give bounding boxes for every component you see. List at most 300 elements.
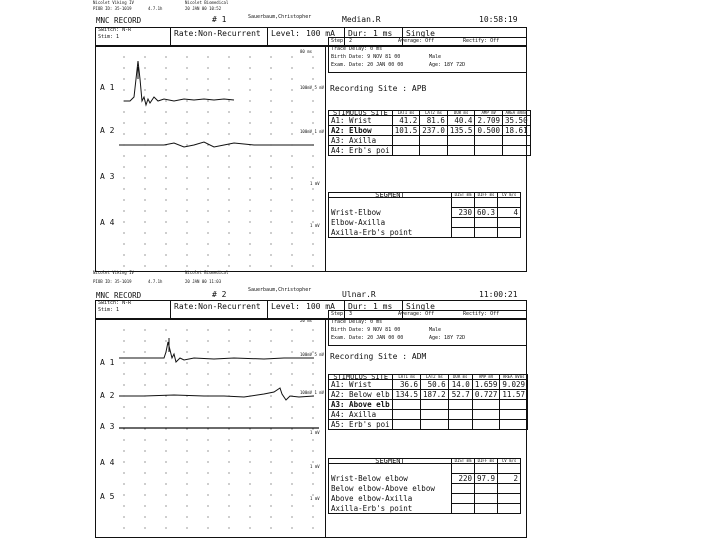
grid-dot	[312, 243, 313, 244]
grid-dot	[144, 384, 145, 385]
scale-4: 1 mV	[310, 223, 320, 228]
stim-site: A2: Below elb	[329, 390, 393, 400]
amp: 0.500	[475, 126, 503, 136]
grid-dot	[207, 177, 208, 178]
stim-site: A4: Erb's poi	[329, 146, 393, 156]
dur: 40.4	[447, 116, 475, 126]
grid-dot	[228, 67, 229, 68]
grid-dot	[186, 362, 187, 363]
birth-date: Birth Date: 9 NOV 81 00	[331, 54, 401, 60]
grid-dot	[249, 505, 250, 506]
grid-dot	[123, 516, 124, 517]
grid-dot	[312, 362, 313, 363]
col-segment: SEGMENT	[329, 459, 452, 464]
grid-dot	[186, 188, 187, 189]
grid-dot	[228, 516, 229, 517]
grid-dot	[144, 199, 145, 200]
area: 18.61	[503, 126, 531, 136]
grid-dot	[207, 111, 208, 112]
grid-dot	[186, 417, 187, 418]
grid-dot	[291, 450, 292, 451]
col-cv: CV m/s	[498, 459, 521, 464]
grid-dot	[228, 472, 229, 473]
grid-dot	[291, 221, 292, 222]
grid-dot	[270, 395, 271, 396]
dur: 14.0	[448, 380, 472, 390]
grid-dot	[249, 406, 250, 407]
waveform-plot	[114, 322, 324, 536]
grid-dot	[291, 483, 292, 484]
grid-dot	[144, 155, 145, 156]
grid-dot	[312, 210, 313, 211]
rectify: Rectify: Off	[463, 38, 500, 44]
grid-dot	[123, 265, 124, 266]
grid-dots	[123, 56, 313, 266]
version: 4.7.1h	[148, 6, 163, 11]
col-area: AREA mVms	[503, 111, 531, 116]
grid-dot	[312, 384, 313, 385]
col-lat1: LAT1 ms	[393, 375, 421, 380]
grid-dot	[165, 111, 166, 112]
grid-dot	[144, 89, 145, 90]
channel-label-1: A 1	[100, 83, 115, 92]
grid-dot	[207, 384, 208, 385]
grid-dot	[207, 417, 208, 418]
grid-dot	[228, 254, 229, 255]
nerve-name: Ulnar.R	[342, 290, 376, 299]
grid-dot	[165, 329, 166, 330]
grid-dot	[207, 232, 208, 233]
grid-dot	[123, 210, 124, 211]
grid-dot	[207, 122, 208, 123]
grid-dot	[144, 450, 145, 451]
segment-name: Above elbow-Axilla	[329, 494, 452, 504]
grid-dot	[249, 232, 250, 233]
channel-label-1: A 1	[100, 358, 115, 367]
grid-dot	[270, 89, 271, 90]
age: Age: 18Y 72D	[429, 335, 466, 341]
grid-dot	[207, 362, 208, 363]
grid-dot	[228, 461, 229, 462]
stimulus-table	[328, 110, 531, 156]
grid-dot	[207, 243, 208, 244]
area: 11.57	[500, 390, 528, 400]
grid-dot	[270, 100, 271, 101]
grid-dot	[228, 450, 229, 451]
grid-dot	[228, 265, 229, 266]
grid-dot	[165, 210, 166, 211]
grid-dot	[186, 199, 187, 200]
col-amp: AMP mV	[472, 375, 500, 380]
grid-dot	[270, 243, 271, 244]
grid-dot	[249, 362, 250, 363]
grid-dot	[165, 417, 166, 418]
dur-value: 1 ms	[373, 302, 393, 311]
grid-dot	[165, 265, 166, 266]
switch-setting: Switch: N-R	[98, 27, 132, 33]
lat1: 134.5	[393, 390, 421, 400]
stim-site: A4: Axilla	[329, 410, 393, 420]
level-value: 100 mA	[306, 29, 335, 38]
grid-dot	[207, 340, 208, 341]
grid-dot	[228, 439, 229, 440]
segment-name: Wrist-Elbow	[329, 208, 452, 218]
stimulus-table	[328, 374, 528, 430]
grid-dot	[270, 329, 271, 330]
mode-single: Single	[406, 302, 435, 311]
col-lat2: LAT2 ms	[421, 375, 449, 380]
grid-dot	[144, 362, 145, 363]
grid-dot	[186, 111, 187, 112]
grid-dot	[249, 483, 250, 484]
grid-dot	[144, 265, 145, 266]
grid-dot	[270, 373, 271, 374]
grid-dot	[207, 406, 208, 407]
grid-dot	[207, 188, 208, 189]
step: Step: 3	[331, 311, 353, 317]
grid-dot	[312, 406, 313, 407]
grid-dot	[291, 67, 292, 68]
grid-dot	[312, 439, 313, 440]
grid-dot	[123, 254, 124, 255]
grid-dot	[270, 450, 271, 451]
grid-dot	[144, 67, 145, 68]
grid-dot	[165, 483, 166, 484]
col-dist: DIST mm	[452, 193, 475, 198]
grid-dot	[228, 351, 229, 352]
grid-dot	[312, 265, 313, 266]
grid-dot	[312, 199, 313, 200]
dur: 52.7	[448, 390, 472, 400]
grid-dot	[249, 417, 250, 418]
grid-dot	[291, 111, 292, 112]
grid-dot	[291, 89, 292, 90]
scale-1: 100mV 5 mV	[300, 352, 325, 357]
grid-dot	[123, 439, 124, 440]
grid-dot	[207, 210, 208, 211]
grid-dot	[228, 188, 229, 189]
grid-dot	[270, 505, 271, 506]
grid-dot	[291, 351, 292, 352]
cv: 4	[498, 208, 521, 218]
grid-dot	[165, 516, 166, 517]
grid-dot	[186, 439, 187, 440]
lat1: 101.5	[392, 126, 420, 136]
table-row	[329, 126, 531, 136]
segment-name: Elbow-Axilla	[329, 218, 452, 228]
grid-dot	[165, 166, 166, 167]
grid-dot	[228, 505, 229, 506]
dur: 135.5	[447, 126, 475, 136]
grid-dot	[123, 232, 124, 233]
stim-site: A2: Elbow	[329, 126, 393, 136]
grid-dot	[249, 450, 250, 451]
exam-date: Exam. Date: 20 JAN 00 00	[331, 62, 404, 68]
grid-dot	[165, 494, 166, 495]
grid-dot	[312, 373, 313, 374]
lat1: 41.2	[392, 116, 420, 126]
stim-site: A1: Wrist	[329, 116, 393, 126]
grid-dot	[228, 210, 229, 211]
grid-dot	[249, 221, 250, 222]
segment-name: Axilla-Erb's point	[329, 228, 452, 238]
step: Step: 2	[331, 38, 353, 44]
grid-dot	[270, 177, 271, 178]
grid-dot	[228, 373, 229, 374]
grid-dot	[228, 199, 229, 200]
table-row	[329, 494, 521, 504]
segment-table	[328, 458, 521, 514]
grid-dot	[312, 340, 313, 341]
grid-dot	[144, 188, 145, 189]
grid-dot	[249, 111, 250, 112]
grid-dot	[207, 505, 208, 506]
grid-dot	[312, 483, 313, 484]
grid-dot	[312, 177, 313, 178]
grid-dot	[270, 133, 271, 134]
mode-single: Single	[406, 29, 435, 38]
channel-label-2: A 2	[100, 391, 115, 400]
grid-dot	[270, 351, 271, 352]
grid-dot	[207, 133, 208, 134]
age: Age: 18Y 72D	[429, 62, 466, 68]
segment-name: Wrist-Below elbow	[329, 474, 452, 484]
grid-dot	[228, 111, 229, 112]
amp: 2.709	[475, 116, 503, 126]
grid-dot	[228, 78, 229, 79]
grid-dot	[249, 210, 250, 211]
rate-setting: Rate:Non-Recurrent	[174, 29, 261, 38]
grid-dot	[249, 122, 250, 123]
grid-dot	[207, 516, 208, 517]
recording-site-label: Recording Site :	[330, 84, 408, 93]
grid-dot	[291, 56, 292, 57]
grid-dot	[249, 89, 250, 90]
grid-dot	[291, 210, 292, 211]
grid-dot	[123, 494, 124, 495]
grid-dot	[123, 56, 124, 57]
grid-dot	[228, 100, 229, 101]
file-id: PIOB ID: 35-1019	[93, 279, 132, 284]
grid-dot	[228, 406, 229, 407]
grid-dot	[123, 188, 124, 189]
grid-dot	[312, 527, 313, 528]
grid-dot	[186, 78, 187, 79]
record-title: MNC RECORD	[96, 16, 142, 25]
trace-a2	[119, 142, 314, 147]
grid-dot	[207, 166, 208, 167]
grid-dot	[123, 362, 124, 363]
grid-dot	[144, 494, 145, 495]
grid-dot	[270, 417, 271, 418]
grid-dot	[186, 155, 187, 156]
grid-dot	[249, 133, 250, 134]
channel-label-3: A 3	[100, 422, 115, 431]
grid-dot	[123, 89, 124, 90]
grid-dot	[270, 494, 271, 495]
scale-3: 1 mV	[310, 181, 320, 186]
grid-dot	[186, 177, 187, 178]
grid-dot	[165, 177, 166, 178]
grid-dot	[291, 199, 292, 200]
grid-dot	[207, 329, 208, 330]
grid-dot	[270, 362, 271, 363]
grid-dot	[144, 472, 145, 473]
grid-dot	[291, 265, 292, 266]
grid-dot	[270, 384, 271, 385]
vendor-label: Nicolet Biomedical	[185, 270, 229, 275]
grid-dot	[144, 133, 145, 134]
grid-dot	[228, 133, 229, 134]
grid-dot	[291, 472, 292, 473]
grid-dot	[123, 527, 124, 528]
grid-dot	[144, 351, 145, 352]
grid-dot	[291, 188, 292, 189]
device-label: Nicolet Viking IV	[93, 270, 134, 275]
diff: 60.3	[475, 208, 498, 218]
grid-dot	[165, 439, 166, 440]
grid-dot	[291, 362, 292, 363]
grid-dot	[165, 340, 166, 341]
record-number: # 1	[212, 15, 227, 24]
record-time: 10:58:19	[479, 15, 518, 24]
col-dur: DUR ms	[447, 111, 475, 116]
grid-dot	[270, 516, 271, 517]
grid-dot	[207, 78, 208, 79]
table-row	[329, 474, 521, 484]
dur-value: 1 ms	[373, 29, 393, 38]
grid-dot	[270, 122, 271, 123]
channel-label-5: A 5	[100, 492, 115, 501]
grid-dot	[312, 472, 313, 473]
grid-dot	[144, 111, 145, 112]
grid-dot	[165, 472, 166, 473]
channel-label-3: A 3	[100, 172, 115, 181]
grid-dot	[207, 373, 208, 374]
grid-dot	[270, 166, 271, 167]
grid-dot	[123, 243, 124, 244]
grid-dot	[186, 232, 187, 233]
record-2-panel	[92, 286, 528, 540]
grid-dot	[144, 373, 145, 374]
grid-dot	[144, 166, 145, 167]
lat2: 187.2	[421, 390, 449, 400]
patient-name: Sauerbaum,Christopher	[248, 287, 312, 293]
grid-dot	[270, 111, 271, 112]
trace-a2	[119, 388, 314, 400]
grid-dot	[228, 56, 229, 57]
grid-dot	[291, 122, 292, 123]
grid-dot	[270, 483, 271, 484]
segment-table	[328, 192, 521, 238]
scale-1: 100mV 5 mV	[300, 85, 325, 90]
table-row	[329, 504, 521, 514]
grid-dot	[165, 527, 166, 528]
col-diff: DIFF ms	[475, 193, 498, 198]
trace-delay: Trace Delay: 0 ms	[331, 46, 383, 52]
stim-site: A3: Above elb	[329, 400, 393, 410]
grid-dot	[123, 417, 124, 418]
nerve-name: Median.R	[342, 15, 381, 24]
grid-dot	[165, 56, 166, 57]
grid-dot	[291, 439, 292, 440]
col-lat2: LAT2 ms	[420, 111, 448, 116]
grid-dot	[270, 461, 271, 462]
grid-dot	[249, 199, 250, 200]
grid-dot	[228, 329, 229, 330]
grid-dot	[270, 56, 271, 57]
grid-dot	[165, 232, 166, 233]
grid-dot	[123, 461, 124, 462]
grid-dot	[207, 351, 208, 352]
lat2: 237.0	[420, 126, 448, 136]
grid-dot	[123, 166, 124, 167]
grid-dot	[186, 89, 187, 90]
grid-dot	[312, 329, 313, 330]
grid-dot	[228, 417, 229, 418]
grid-dot	[123, 340, 124, 341]
grid-dot	[249, 472, 250, 473]
grid-dot	[249, 384, 250, 385]
record-time: 11:00:21	[479, 290, 518, 299]
grid-dot	[144, 417, 145, 418]
dist: 230	[452, 208, 475, 218]
grid-dot	[144, 527, 145, 528]
grid-dot	[291, 133, 292, 134]
grid-dot	[186, 516, 187, 517]
grid-dot	[123, 329, 124, 330]
scale-2: 100mV 1 mV	[300, 390, 325, 395]
grid-dot	[312, 505, 313, 506]
grid-dot	[186, 243, 187, 244]
table-row	[329, 400, 528, 410]
grid-dot	[207, 483, 208, 484]
grid-dot	[186, 406, 187, 407]
grid-dot	[186, 373, 187, 374]
grid-dot	[207, 472, 208, 473]
grid-dot	[165, 100, 166, 101]
grid-dot	[144, 243, 145, 244]
grid-dot	[270, 406, 271, 407]
grid-dot	[165, 505, 166, 506]
grid-dot	[123, 177, 124, 178]
waveform-plot	[114, 49, 324, 269]
stim-setting: Stim: 1	[98, 307, 120, 313]
grid-dot	[228, 243, 229, 244]
grid-dot	[249, 78, 250, 79]
grid-dot	[291, 406, 292, 407]
grid-dot	[186, 254, 187, 255]
grid-dot	[270, 78, 271, 79]
grid-dot	[144, 483, 145, 484]
grid-dot	[186, 505, 187, 506]
grid-dot	[144, 56, 145, 57]
recording-site-value: APB	[411, 84, 427, 93]
grid-dot	[270, 221, 271, 222]
grid-dot	[123, 384, 124, 385]
record-1-panel	[92, 13, 528, 272]
grid-dot	[165, 78, 166, 79]
print-date: 20 JAN 00 11:03	[185, 279, 222, 284]
channel-label-2: A 2	[100, 126, 115, 135]
col-amp: AMP mV	[475, 111, 503, 116]
grid-dot	[249, 155, 250, 156]
grid-dot	[186, 221, 187, 222]
grid-dot	[291, 329, 292, 330]
grid-dot	[291, 340, 292, 341]
grid-dot	[249, 265, 250, 266]
grid-dot	[291, 155, 292, 156]
